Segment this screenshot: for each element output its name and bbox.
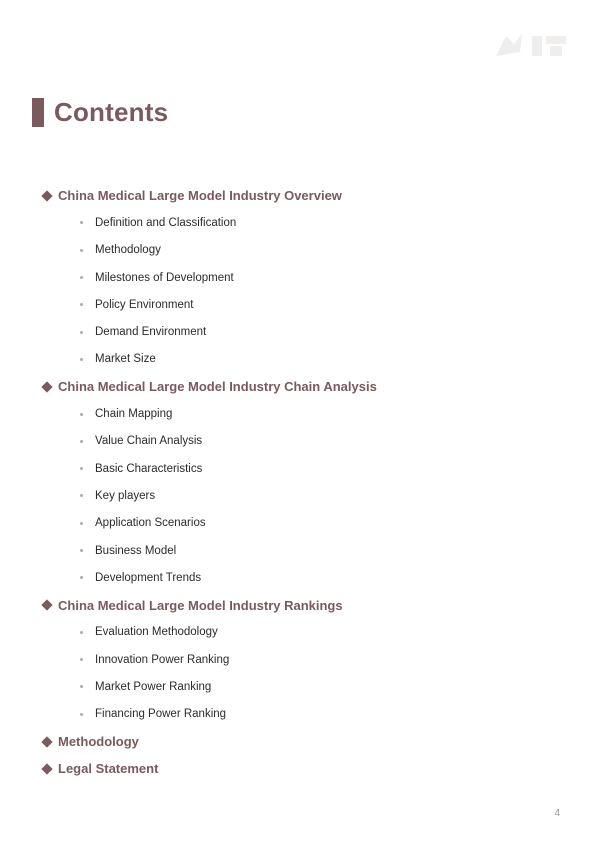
- toc-section-heading[interactable]: [40, 755, 560, 782]
- toc-subsection-item[interactable]: [40, 537, 560, 564]
- title-accent-bar: [32, 98, 44, 127]
- bullet-icon: [80, 522, 83, 525]
- toc-subsection-label: Demand Environment: [95, 326, 207, 339]
- toc-subsection-item[interactable]: [40, 400, 560, 427]
- toc-subsection-item[interactable]: [40, 510, 560, 537]
- toc-section-title: Legal Statement: [58, 761, 159, 777]
- bullet-icon: [80, 549, 83, 552]
- page-number: 4: [554, 808, 560, 819]
- toc-subsection-label: Definition and Classification: [95, 216, 237, 229]
- toc-section: [40, 755, 560, 782]
- bullet-icon: [80, 249, 83, 252]
- toc-subsection-item[interactable]: [40, 209, 560, 236]
- bullet-icon: [80, 685, 83, 688]
- toc-subsection-item[interactable]: [40, 346, 560, 373]
- bullet-icon: [80, 440, 83, 443]
- toc-section-heading[interactable]: [40, 373, 560, 400]
- toc-subsection-label: Key players: [95, 489, 156, 502]
- bullet-icon: [80, 658, 83, 661]
- diamond-icon: [41, 190, 52, 201]
- toc-subsection-label: Chain Mapping: [95, 408, 173, 421]
- toc-section-title: Methodology: [58, 734, 139, 750]
- toc-subsection-label: Policy Environment: [95, 298, 194, 311]
- toc-section: [40, 182, 560, 373]
- toc-subsection-item[interactable]: [40, 455, 560, 482]
- toc-section-heading[interactable]: [40, 182, 560, 209]
- toc-subsection-item[interactable]: [40, 318, 560, 345]
- toc-section-title: China Medical Large Model Industry Overview: [58, 188, 342, 204]
- bullet-icon: [80, 358, 83, 361]
- bullet-icon: [80, 276, 83, 279]
- toc-section-heading[interactable]: [40, 728, 560, 755]
- toc-subsection-item[interactable]: [40, 291, 560, 318]
- toc-section-title: China Medical Large Model Industry Rankings: [58, 597, 343, 613]
- toc-subsection-label: Basic Characteristics: [95, 462, 203, 475]
- toc-subsection-label: Innovation Power Ranking: [95, 653, 230, 666]
- toc-subsection-list: [40, 209, 560, 373]
- toc-subsection-label: Business Model: [95, 544, 177, 557]
- toc-subsection-label: Market Size: [95, 353, 156, 366]
- toc-subsection-label: Milestones of Development: [95, 271, 234, 284]
- diamond-icon: [41, 736, 52, 747]
- toc-subsection-item[interactable]: [40, 564, 560, 591]
- toc-section: [40, 728, 560, 755]
- toc-subsection-item[interactable]: [40, 619, 560, 646]
- toc-subsection-item[interactable]: [40, 701, 560, 728]
- bullet-icon: [80, 631, 83, 634]
- bullet-icon: [80, 467, 83, 470]
- toc-subsection-item[interactable]: [40, 646, 560, 673]
- bullet-icon: [80, 331, 83, 334]
- diamond-icon: [41, 381, 52, 392]
- toc-subsection-label: Evaluation Methodology: [95, 626, 218, 639]
- diamond-icon: [41, 763, 52, 774]
- toc-subsection-label: Value Chain Analysis: [95, 435, 203, 448]
- page-title: [32, 96, 168, 128]
- logo-watermark-icon: [492, 30, 572, 62]
- bullet-icon: [80, 413, 83, 416]
- toc-section-title: China Medical Large Model Industry Chain Analysis: [58, 379, 377, 395]
- toc-subsection-item[interactable]: [40, 482, 560, 509]
- toc-subsection-label: Market Power Ranking: [95, 680, 212, 693]
- toc-subsection-item[interactable]: [40, 673, 560, 700]
- toc-subsection-list: [40, 619, 560, 728]
- diamond-icon: [41, 599, 52, 610]
- toc-subsection-item[interactable]: [40, 264, 560, 291]
- toc-subsection-list: [40, 400, 560, 591]
- toc-section: [40, 591, 560, 727]
- bullet-icon: [80, 303, 83, 306]
- toc-subsection-item[interactable]: [40, 237, 560, 264]
- toc-section-heading[interactable]: [40, 591, 560, 618]
- table-of-contents: [40, 182, 560, 783]
- bullet-icon: [80, 713, 83, 716]
- toc-subsection-label: Application Scenarios: [95, 517, 206, 530]
- bullet-icon: [80, 576, 83, 579]
- toc-subsection-label: Financing Power Ranking: [95, 708, 227, 721]
- page-title-text: Contents: [54, 96, 169, 127]
- toc-subsection-label: Development Trends: [95, 571, 202, 584]
- bullet-icon: [80, 221, 83, 224]
- toc-section: [40, 373, 560, 591]
- bullet-icon: [80, 494, 83, 497]
- toc-subsection-label: Methodology: [95, 244, 161, 257]
- toc-subsection-item[interactable]: [40, 428, 560, 455]
